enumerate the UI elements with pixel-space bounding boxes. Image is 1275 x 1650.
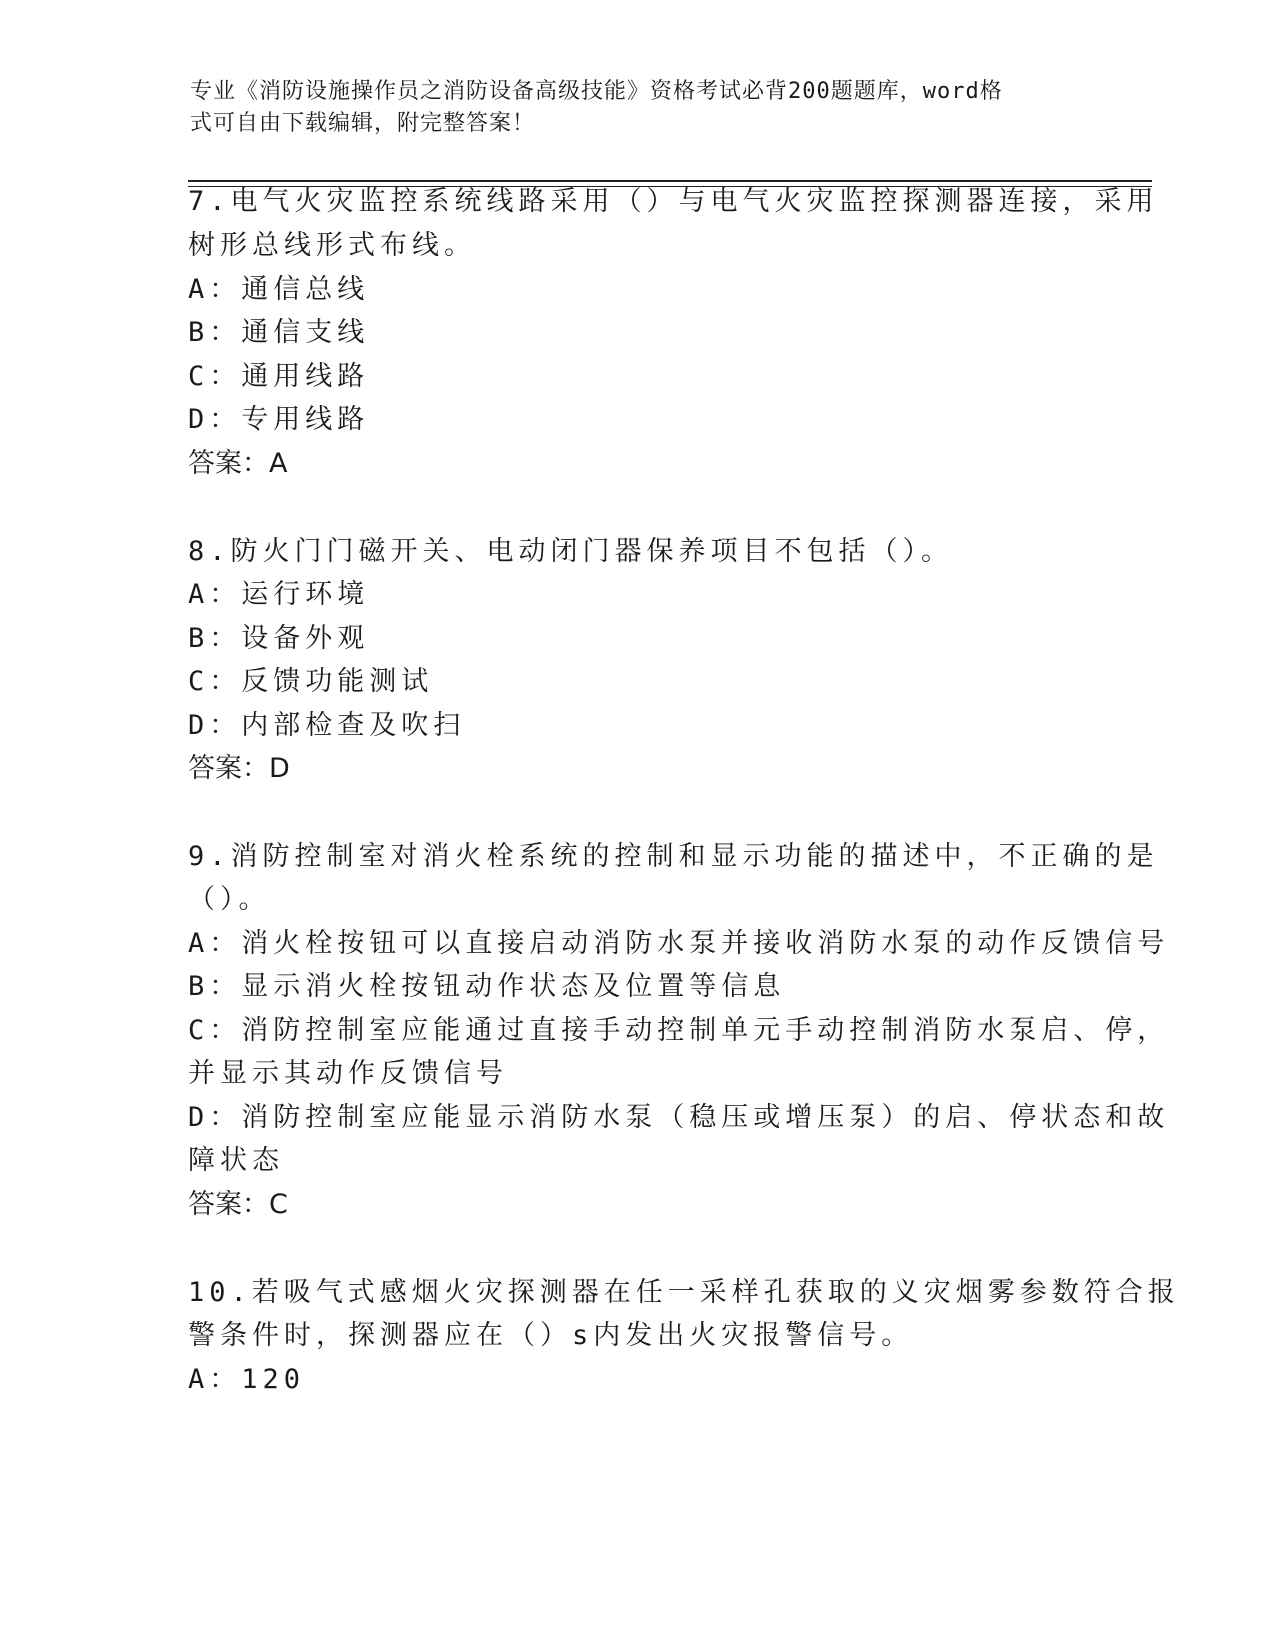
question-10-stem-line-2: 警条件时，探测器应在（）s内发出火灾报警信号。	[188, 1320, 914, 1351]
question-8-option-b: B：设备外观	[188, 623, 370, 654]
header-line-1: 专业《消防设施操作员之消防设备高级技能》资格考试必背200题题库，word格	[190, 79, 1003, 104]
question-9-answer: 答案：C	[188, 1189, 288, 1220]
question-10-stem-line-1: 10.若吸气式感烟火灾探测器在任一采样孔获取的义灾烟雾参数符合报	[188, 1277, 1180, 1308]
question-9-option-d-line-2: 障状态	[188, 1145, 284, 1176]
question-7-option-a: A：通信总线	[188, 274, 370, 305]
question-7-answer: 答案：A	[188, 448, 288, 479]
question-8-option-c: C：反馈功能测试	[188, 666, 434, 697]
question-7-option-b: B：通信支线	[188, 317, 370, 348]
question-9-option-c-line-2: 并显示其动作反馈信号	[188, 1058, 508, 1089]
question-8-stem-line-1: 8.防火门门磁开关、电动闭门器保养项目不包括（）。	[188, 536, 954, 567]
document-header	[190, 76, 1090, 140]
question-7-stem-line-2: 树形总线形式布线。	[188, 230, 476, 261]
question-7-option-c: C：通用线路	[188, 361, 370, 392]
question-8-answer: 答案：D	[188, 753, 290, 784]
question-9-option-c-line-1: C：消防控制室应能通过直接手动控制单元手动控制消防水泵启、停，	[188, 1015, 1170, 1046]
question-9-option-d-line-1: D：消防控制室应能显示消防水泵（稳压或增压泵）的启、停状态和故	[188, 1102, 1170, 1133]
question-8-option-d: D：内部检查及吹扫	[188, 710, 466, 741]
question-8-option-a: A：运行环境	[188, 579, 370, 610]
question-9-stem-line-2: （）。	[188, 884, 271, 915]
question-9-option-a: A：消火栓按钮可以直接启动消防水泵并接收消防水泵的动作反馈信号	[188, 928, 1170, 959]
question-7-stem-line-1: 7.电气火灾监控系统线路采用（）与电气火灾监控探测器连接，采用	[188, 186, 1159, 217]
question-9-option-b: B：显示消火栓按钮动作状态及位置等信息	[188, 971, 786, 1002]
question-9-stem-line-1: 9.消防控制室对消火栓系统的控制和显示功能的描述中，不正确的是	[188, 841, 1159, 872]
header-line-2: 式可自由下载编辑，附完整答案！	[190, 111, 536, 136]
question-10-option-a: A：120	[188, 1364, 306, 1395]
question-7-option-d: D：专用线路	[188, 404, 370, 435]
